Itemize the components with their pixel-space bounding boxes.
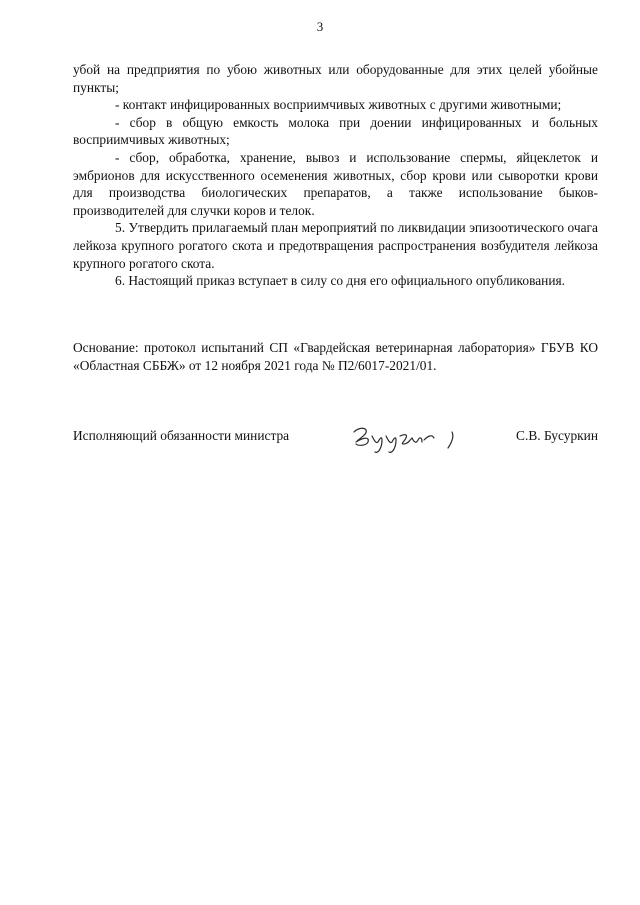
handwritten-signature xyxy=(348,418,473,458)
paragraph-slaughter-continued: убой на предприятия по убою животных или оборудованные для этих целей убойные пункты; xyxy=(73,62,598,95)
page-number: 3 xyxy=(316,19,324,34)
paragraph-item-5: 5. Утвердить прилагаемый план мероприятий по ликвидации эпизоотического очага лейкоза крупного рогатого скота и предотвращения распространения возбудителя лейкоза крупного рогатого скота. xyxy=(73,220,598,271)
paragraph-item-6: 6. Настоящий приказ вступает в силу со дня его официального опубликования. xyxy=(115,273,565,289)
paragraph-semen-embryos: - сбор, обработка, хранение, вывоз и использование спермы, яйцеклеток и эмбрионов для искусственного осеменения животных, сбор крови или сыворотки крови для производства биологических препаратов, а также использование быков-производителей для случки коров и телок. xyxy=(73,149,598,218)
signatory-name: С.В. Бусуркин xyxy=(516,428,598,443)
document-body xyxy=(73,61,598,290)
signatory-position: Исполняющий обязанности министра xyxy=(73,428,290,443)
basis-note: Основание: протокол испытаний СП «Гвардейская ветеринарная лаборатория» ГБУВ КО «Областная СББЖ» от 12 ноября 2021 года № П2/6017-2021/01. xyxy=(73,340,598,373)
paragraph-milk-collection: - сбор в общую емкость молока при доении инфицированных и больных восприимчивых животных; xyxy=(73,114,598,148)
paragraph-contact-restriction: - контакт инфицированных восприимчивых животных с другими животными; xyxy=(115,97,562,113)
signature-block xyxy=(73,418,598,458)
